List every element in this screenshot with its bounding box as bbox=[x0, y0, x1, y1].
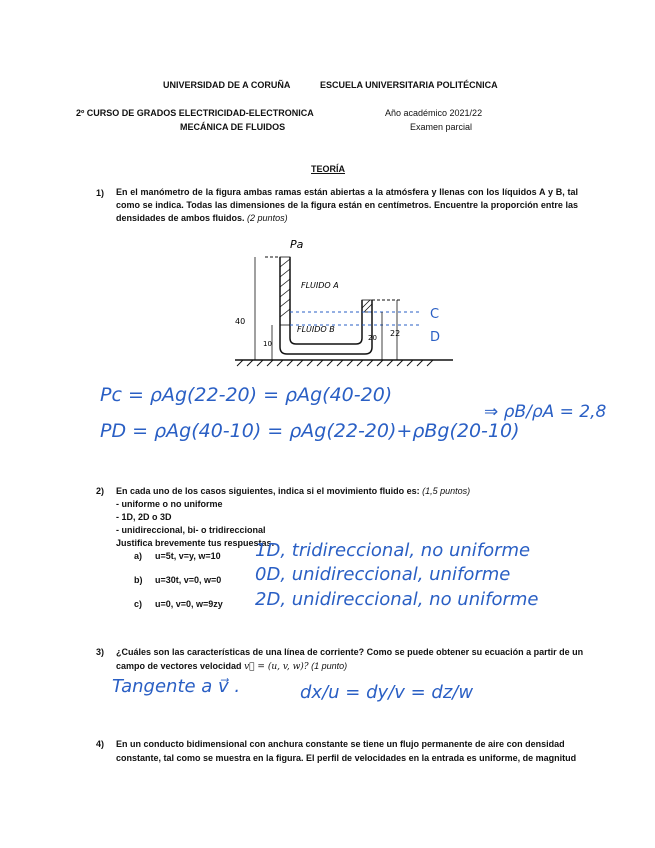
q2-case-c-expr: u=0, v=0, w=9zy bbox=[155, 599, 223, 609]
academic-year: Año académico 2021/22 bbox=[385, 108, 483, 118]
school-name: ESCUELA UNIVERSITARIA POLITÉCNICA bbox=[320, 80, 498, 90]
q3-text1: ¿Cuáles son las características de una línea de corriente? Como se puede obtener su ecuación a partir de un bbox=[116, 647, 584, 657]
label-pa: Pa bbox=[290, 238, 304, 251]
q1-number: 1) bbox=[96, 188, 105, 198]
q2-case-a-label: a) bbox=[134, 551, 143, 561]
q2-case-c-label: c) bbox=[134, 599, 143, 609]
q2-option-3: - unidireccional, bi- o tridireccional bbox=[116, 525, 266, 535]
label-fluido-a: FLUIDO A bbox=[301, 281, 339, 290]
q2-option-1: - uniforme o no uniforme bbox=[116, 499, 223, 509]
q2-case-a-answer: 1D, tridireccional, no uniforme bbox=[255, 540, 531, 561]
q4-line2: constante, tal como se muestra en la figura. El perfil de velocidades en la entrada es uniforme, de magnitud bbox=[116, 753, 577, 763]
q2-case-a-expr: u=5t, v=y, w=10 bbox=[155, 551, 221, 561]
q3-text2-row bbox=[116, 661, 347, 672]
q3-text2: campo de vectores velocidad bbox=[116, 661, 242, 671]
q3-answer-text: Tangente a v⃗ . bbox=[112, 676, 241, 697]
q2-case-b-answer: 0D, unidireccional, uniforme bbox=[255, 564, 511, 585]
q1-answer-result: ⇒ ρB/ρA = 2,8 bbox=[484, 402, 607, 422]
q3-answer-eq: dx/u = dy/v = dz/w bbox=[300, 682, 474, 703]
manometer-figure bbox=[225, 232, 465, 372]
q2-intro-text: En cada uno de los casos siguientes, indica si el movimiento fluido es: bbox=[116, 486, 420, 496]
q1-points: (2 puntos) bbox=[247, 213, 288, 223]
q2-case-b-expr: u=30t, v=0, w=0 bbox=[155, 575, 222, 585]
q2-case-b-label: b) bbox=[134, 575, 143, 585]
q1-answer-line2: PD = ρAg(40-10) = ρAg(22-20)+ρBg(20-10) bbox=[100, 420, 520, 442]
q3-points: (1 punto) bbox=[311, 661, 348, 671]
q2-case-c-answer: 2D, unidireccional, no uniforme bbox=[255, 589, 539, 610]
label-d: D bbox=[430, 330, 441, 345]
q1-statement: En el manómetro de la figura ambas ramas están abiertas a la atmósfera y llenas con los líquidos A y B, tal como se indica. Todas las dimensiones de la figura están en centímetros. Encuentre la proporción entre las densidades de ambos fluidos. bbox=[116, 187, 578, 223]
q2-justify: Justifica brevemente tus respuestas. bbox=[116, 538, 275, 548]
dim-20: 20 bbox=[368, 334, 377, 342]
label-fluido-b: FLUIDO B bbox=[297, 325, 335, 334]
dim-40: 40 bbox=[235, 317, 246, 326]
q2-points: (1,5 puntos) bbox=[422, 486, 471, 496]
q4-line1: En un conducto bidimensional con anchura constante se tiene un flujo permanente de aire con densidad bbox=[116, 739, 565, 749]
q1-text bbox=[116, 186, 578, 225]
q2-option-2: - 1D, 2D o 3D bbox=[116, 512, 172, 522]
course-name: 2º CURSO DE GRADOS ELECTRICIDAD-ELECTRONICA bbox=[76, 108, 314, 118]
label-c: C bbox=[430, 307, 440, 322]
university-name: UNIVERSIDAD DE A CORUÑA bbox=[163, 80, 291, 90]
dim-10: 10 bbox=[263, 340, 272, 348]
q4-number: 4) bbox=[96, 739, 105, 749]
dim-22: 22 bbox=[390, 329, 401, 338]
section-title: TEORÍA bbox=[311, 164, 346, 174]
q2-number: 2) bbox=[96, 486, 105, 496]
q3-vector: v⃗ = (u, v, w)? bbox=[244, 662, 309, 672]
exam-type: Examen parcial bbox=[410, 122, 473, 132]
subject-name: MECÁNICA DE FLUIDOS bbox=[180, 122, 286, 132]
q3-number: 3) bbox=[96, 647, 105, 657]
q1-answer-line1: Pc = ρAg(22-20) = ρAg(40-20) bbox=[100, 384, 393, 406]
q2-intro bbox=[116, 486, 470, 496]
